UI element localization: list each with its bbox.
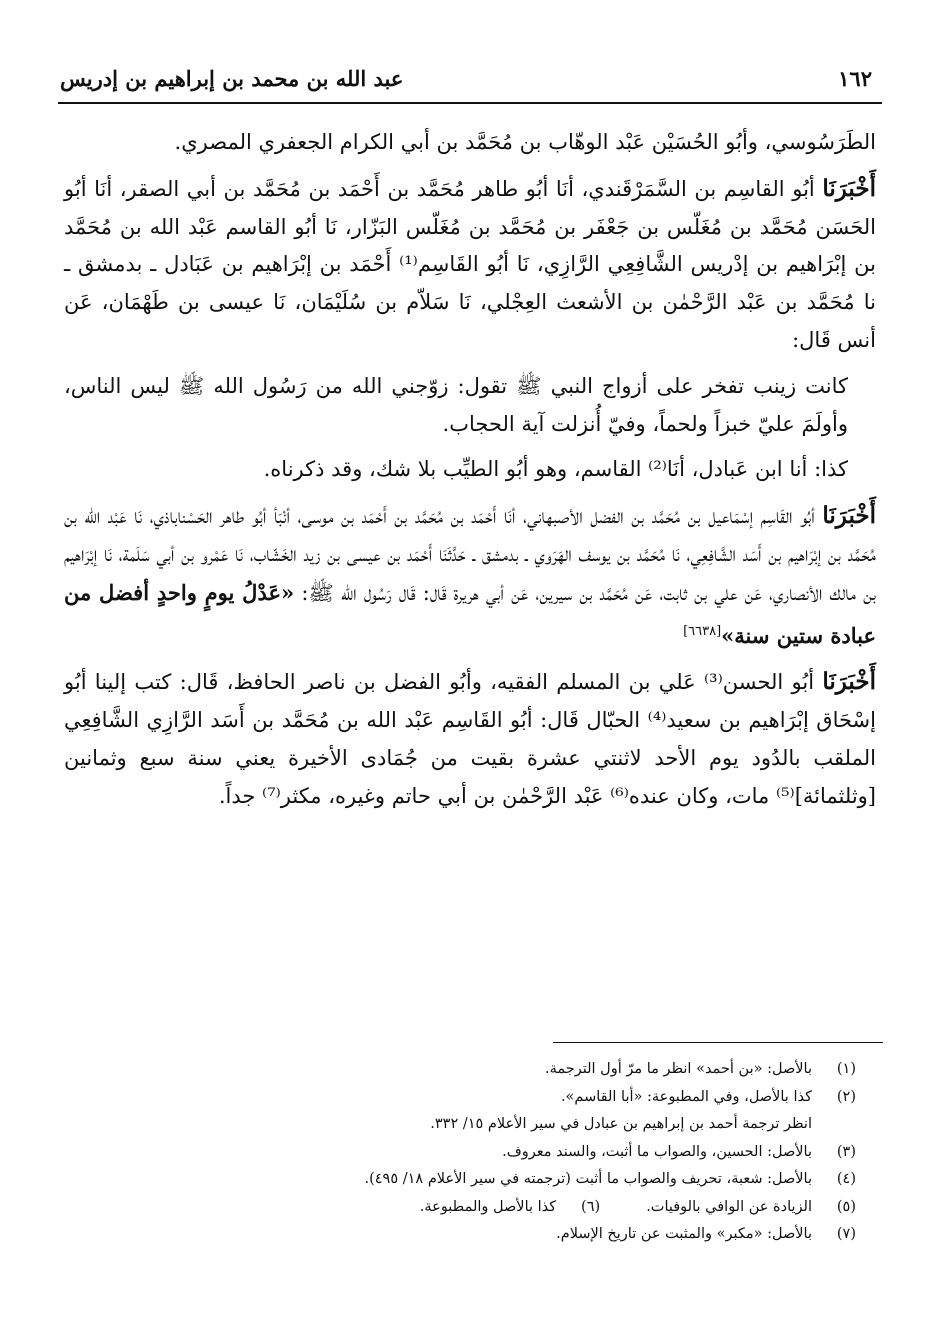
footnote-spacer: [600, 1194, 646, 1222]
paragraph-6: [64, 663, 876, 815]
footnote-2-continuation: [120, 1111, 856, 1139]
paragraph-5: [64, 497, 876, 655]
akhbarana-lead: أَخْبَرَنَا: [822, 502, 876, 530]
footnote-number: (٤): [836, 1171, 856, 1187]
paragraph-text: أبُو القاسِم بن السَّمَرْقَندي، أنَا أبُو طاهر مُحَمَّد بن أَحْمَد بن مُحَمَّد بن أبي الصقر، أنَا أبُو الحَسَن مُحَمَّد بن مُغَلّس بن جَعْفَر بن مُحَمَّد بن مُغَلّس البَزّار، نَا أبُو القاسم عَبْد الله بن مُحَمَّد بن إبْرَاهيم بن إدْريس الشَّافِعِي الرَّازِي، نَا أبُو القَاسِم⁽¹⁾ أَحْمَد بن إبْرَاهيم بن عَبَادل ـ بدمشق ـ نا مُحَمَّد بن عَبْد الرَّحْمٰن بن الأشعث العِجْلي، نَا سَلاّم بن سُلَيْمَان، نَا عيسى بن طَهْمَان، عَن أنس قَال:: [64, 176, 876, 352]
hadith-text: «عَدْلُ يومٍ واحدٍ أفضل من عبادة ستين سنة»: [64, 579, 876, 648]
page-number: ١٦٢: [838, 66, 872, 91]
page-header: [58, 62, 882, 104]
paragraph-text: كانت زينب تفخر على أزواج النبي ﷺ تقول: زوّجني الله من رَسُول الله ﷺ ليس الناس، وأولَمَ عليّ خبزاً ولحماً، وفيّ أُنزلت آية الحجاب.: [64, 373, 848, 436]
footnote-number: (٣): [836, 1143, 856, 1160]
running-title: عبد الله بن محمد بن إبراهيم بن إدريس: [60, 66, 404, 91]
footnote-text: بالأصل: «بن أحمد» انظر ما مرّ أول الترجمة.: [545, 1061, 812, 1077]
paragraph-text: كذا: أنا ابن عَبادل، أنَا⁽²⁾ القاسم، وهو أبُو الطيِّب بلا شك، وقد ذكرناه.: [263, 457, 848, 482]
footnotes: [120, 1056, 856, 1249]
akhbarana-lead: أَخْبَرَنَا: [822, 668, 876, 696]
footnote-3: [120, 1139, 856, 1167]
footnote-text: بالأصل: «مكبر» والمثبت عن تاريخ الإسلام.: [556, 1226, 812, 1242]
footnote-number: (٥): [836, 1198, 856, 1215]
footnote-text: بالأصل: شعبة، تحريف والصواب ما أثبت (ترجمته في سير الأعلام ١٨/ ٤٩٥).: [364, 1171, 812, 1187]
main-text: [64, 124, 876, 824]
footnote-text: كذا بالأصل والمطبوعة.: [419, 1198, 557, 1215]
paragraph-3: [64, 368, 876, 444]
footnote-divider: [553, 1042, 883, 1043]
footnote-number: (١): [836, 1061, 856, 1077]
footnote-number: (٧): [836, 1226, 856, 1242]
paragraph-4: [64, 451, 876, 489]
footnote-number: (٦): [581, 1198, 601, 1215]
footnote-text: بالأصل: الحسين، والصواب ما أثبت، والسند معروف.: [502, 1143, 812, 1160]
footnote-text: كذا بالأصل، وفي المطبوعة: «أبا القاسم».: [560, 1088, 812, 1105]
footnote-7: [120, 1221, 856, 1249]
footnote-2: [120, 1084, 856, 1112]
paragraph-1: [64, 124, 876, 162]
paragraph-text: الطَرَسُوسي، وأبُو الحُسَيْن عَبْد الوهّاب بن مُحَمَّد بن أبي الكرام الجعفري المصري.: [174, 130, 876, 154]
paragraph-2: [64, 170, 876, 360]
hadith-reference: [٦٦٣٨]: [683, 623, 722, 639]
footnote-5-6: [120, 1194, 856, 1222]
footnote-1: [120, 1056, 856, 1084]
akhbarana-lead: أَخْبَرَنَا: [822, 174, 876, 202]
paragraph-text: أبُو القَاسِم إسْمَاعيل بن مُحَمَّد بن الفضل الأصبهاني، أنَا أَحْمَد بن مُحَمَّد بن أَحْمَد بن موسى، أنْبَأ أبُو طاهر الحَسْناباذي، نَا عَبْد الله بن مُحَمَّد بن إبْرَاهيم بن أَسَد الشَّافِعِي، نَا مُحَمَّد بن يوسف الهَرَوي ـ بدمشق ـ حَدَّثَنَا أَحْمَد بن عيسى بن زيد الخَشّاب، نَا عَمْرو بن أبي سَلَمة، نَا إبْرَاهيم بن مالك الأنصاري، عَن علي بن ثابت، عَن مُحَمَّد بن سيرين، عَن أبي هريرة قَال: قَال رَسُول الله ﷺ:: [64, 504, 876, 605]
footnote-number: (٢): [836, 1088, 856, 1105]
footnote-text: انظر ترجمة أحمد بن إبراهيم بن عبادل في سير الأعلام ١٥/ ٣٣٢.: [430, 1116, 812, 1132]
footnote-text: الزيادة عن الوافي بالوفيات.: [646, 1198, 812, 1215]
paragraph-text: أبُو الحسن⁽³⁾ عَلي بن المسلم الفقيه، وأبُو الفضل بن ناصر الحافظ، قَال: كتب إلينا أبُو إسْحَاق إبْرَاهيم بن سعيد⁽⁴⁾ الحبّال قَال: أبُو القَاسِم عَبْد الله بن مُحَمَّد بن أَسَد الرَّازِي الشَّافِعِي الملقب بالدُود يوم الأحد لاثنتي عشرة بقيت من جُمَادى الأخيرة يعني سنة سبع وثمانين [وثلثمائة]⁽⁵⁾ مات، وكان عنده⁽⁶⁾ عَبْد الرَّحْمٰن بن أبي حاتم وغيره، مكثر⁽⁷⁾ جداً.: [64, 670, 876, 808]
footnote-4: [120, 1166, 856, 1194]
